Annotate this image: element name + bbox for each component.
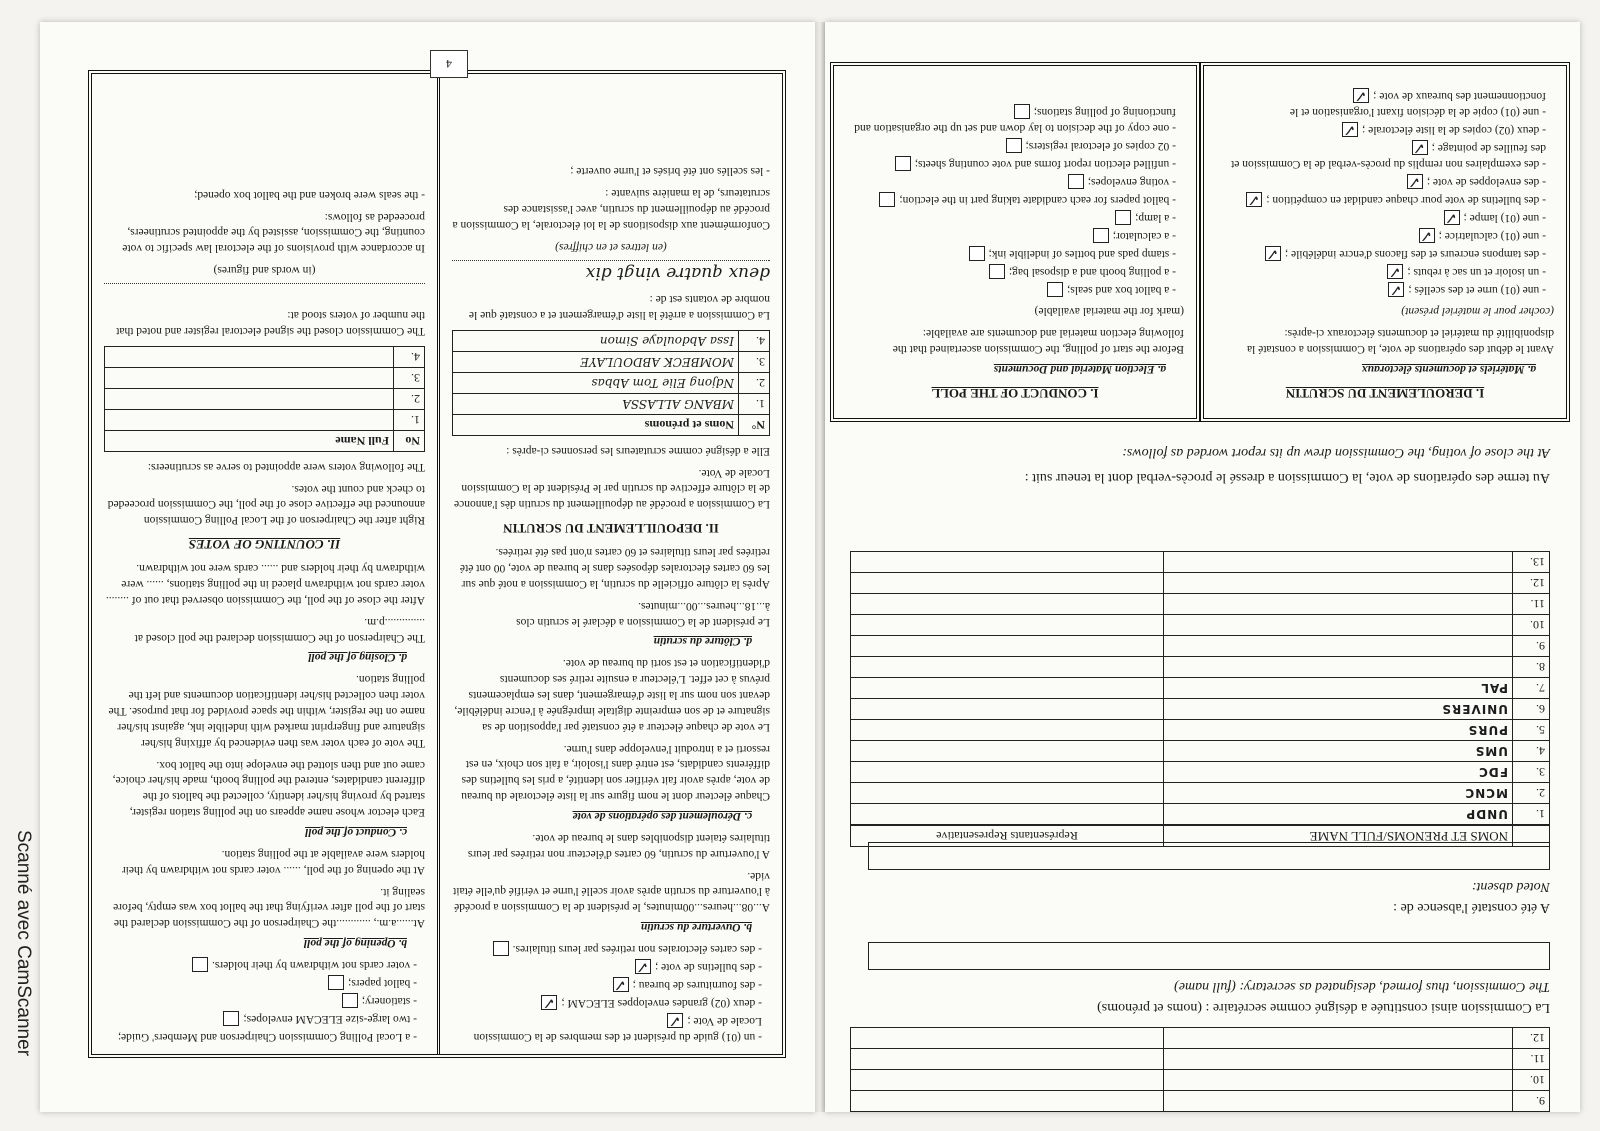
fr-counting-text: La Commission a procédé au dépouillement du scrutin dès l'annonce de la clôture effective du scrutin par le Président de la Commission Locale de Vote. bbox=[453, 466, 770, 511]
representative-row: 4. UMS bbox=[851, 741, 1550, 762]
party-name bbox=[1164, 657, 1513, 678]
checkbox[interactable] bbox=[328, 975, 344, 990]
checkbox[interactable] bbox=[1006, 138, 1022, 153]
fr-opening-text: A...08...heures...00minutes, le président de la Commission a procédé à l'ouverture du scrutin après avoir scellé l'urne et vérifié qu'elle était vide. bbox=[453, 869, 770, 914]
representatives-table: NOMS ET PRENOMS/FULL NAME Représentants Representative 1. UNDP 2. MCNC 3. FDC 4. UMS 5. PURS 6. UNIVERS 7. PAL 8. 9. 10. 11. 12. 13. bbox=[850, 551, 1550, 847]
checkbox[interactable] bbox=[1115, 210, 1131, 225]
party-name bbox=[1164, 636, 1513, 657]
en-closing-text: The Chairperson of the Commission declared the poll closed at ..............p.m. bbox=[134, 615, 425, 644]
en-voter-count-hint: (in words and figures) bbox=[213, 264, 316, 277]
party-name: UNDP bbox=[1164, 804, 1513, 825]
fr-counting-text2: Elle a désigné comme scrutateurs les personnes ci-après : bbox=[506, 444, 770, 457]
en-final-item: - the seals were broken and the ballot box opened; bbox=[194, 188, 425, 201]
en-checklist-box: I. CONDUCT OF THE POLL a. Election Material and Documents Before the start of polling, the Commission ascertained that the following election material and documents are available: (mark for the material available) - a ballot box and seals; - a polling booth and a disposal bag; - stamp pads and bottles of indelible ink; - a calculator; - a lamp; - ballot papers for each candidate taking part in the election; - voting envelopes; - unfilled election report forms and vote counting sheets; - 02 copies of electoral registers; - one copy of the decision to lay down and set up the organisation and functioning of polling stations; bbox=[830, 62, 1200, 422]
checkbox[interactable] bbox=[1093, 228, 1109, 243]
fr-counting-heading: II. DEPOUILLEMENT DU SCRUTIN bbox=[503, 521, 719, 537]
representative-row: 12. bbox=[851, 573, 1550, 594]
checkbox[interactable] bbox=[613, 977, 629, 992]
checkbox[interactable] bbox=[493, 941, 509, 956]
checkbox[interactable] bbox=[1246, 192, 1262, 207]
checkbox[interactable] bbox=[1444, 210, 1460, 225]
english-column bbox=[92, 74, 437, 1054]
checkbox[interactable] bbox=[1342, 122, 1358, 137]
checkbox[interactable] bbox=[667, 1013, 683, 1028]
party-name: PURS bbox=[1164, 720, 1513, 741]
party-name: FDC bbox=[1164, 762, 1513, 783]
checkbox[interactable] bbox=[1387, 264, 1403, 279]
absent-field[interactable] bbox=[868, 842, 1550, 870]
checkbox[interactable] bbox=[1412, 140, 1428, 155]
secretary-field[interactable] bbox=[868, 942, 1550, 970]
scrutineer-name: MOMBECK ABDOULAYE bbox=[453, 351, 739, 372]
en-material-list: - a Local Polling Commission Chairperson and Members' Guide; - two large-size ELECAM envelopes; - stationery; - ballot papers; - voter cards not withdrawn by their holders. bbox=[117, 959, 417, 1043]
fr-closing-heading: d. Clôture du scrutin bbox=[653, 635, 752, 648]
representative-row: 2. MCNC bbox=[851, 783, 1550, 804]
en-conduct-heading: c. Conduct of the poll bbox=[305, 825, 407, 838]
en-counting-text2: The following voters were appointed to serve as scrutineers: bbox=[147, 460, 425, 473]
checkbox[interactable] bbox=[1388, 282, 1404, 297]
representative-row: 13. bbox=[851, 552, 1550, 573]
checkbox[interactable] bbox=[895, 156, 911, 171]
en-scrutineer-table: No Full Name 1. 2. 3. 4. bbox=[104, 346, 425, 452]
en-voter-count-line bbox=[104, 283, 425, 300]
right-page-content bbox=[825, 22, 1580, 1112]
party-name: UNIVERS bbox=[1164, 699, 1513, 720]
fr-closing-text2: Après la clôture officielle du scrutin, la Commission a noté que sur les 60 cartes électorales déposées dans le bureau de vote, 00 ont été retirées par leurs titulaires et 60 cartes n'ont pas été retirées. bbox=[459, 546, 770, 590]
party-name bbox=[1164, 552, 1513, 573]
representative-row: 6. UNIVERS bbox=[851, 699, 1550, 720]
scrutineer-name: MBANG ALLASSA bbox=[453, 393, 739, 414]
members-table-tail: 9. 10. 11. 12. bbox=[850, 1027, 1550, 1112]
checkbox[interactable] bbox=[989, 264, 1005, 279]
fr-scrutineer-table: N° Noms et prénoms 1. MBANG ALLASSA 2. Ndjong Elie Tom Abbas 3. MOMBECK ABDOULAYE 4. Issa Abdoulaye Simon bbox=[452, 330, 770, 436]
absent-section: A été constaté l'absence de : Noted absent: bbox=[850, 842, 1550, 917]
en-conduct-text: Each elector whose name appears on the polling station register, started by proving his/her identity, collected the ballots of the different candidates, entered the polling booth, made his/her choice, came out and then slotted the envelope into the ballot box. bbox=[112, 758, 425, 819]
fr-voter-count-text: La Commission a arrêté la liste d'émargement et a constaté que le nombre de votants est de : bbox=[468, 293, 770, 321]
fr-final-item: - les scellés ont été brisés et l'urne ouverte ; bbox=[570, 165, 770, 178]
party-name: UMS bbox=[1164, 741, 1513, 762]
en-counting-heading: II. COUNTING OF VOTES bbox=[188, 537, 341, 553]
representative-row: 7. PAL bbox=[851, 678, 1550, 699]
checkbox[interactable] bbox=[879, 192, 895, 207]
representative-row: 8. bbox=[851, 657, 1550, 678]
representatives-rows bbox=[850, 551, 1550, 825]
checkbox[interactable] bbox=[342, 993, 358, 1008]
checkbox[interactable] bbox=[223, 1011, 239, 1026]
checkbox[interactable] bbox=[1068, 174, 1084, 189]
en-opening-heading: b. Opening of the poll bbox=[303, 937, 407, 950]
en-opening-text: At......a.m., ............the Chairperson of the Commission declared the start of the poll after verifying that the ballot box was empty, before sealing it. bbox=[113, 885, 425, 930]
checkbox[interactable] bbox=[192, 957, 208, 972]
scrutineer-name: Issa Abdoulaye Simon bbox=[453, 330, 739, 351]
fr-checklist-box: I. DEROULEMENT DU SCRUTIN a. Matériels et documents électoraux Avant le début des opérations de vote, la Commission a constaté la disponibilité du matériel et documents électoraux ci-après: (cocher pour le matériel présent) - une (01) urne et des scellés ;✓ - un isoloir et un sac à rebuts ;✓ - des tampons encreurs et des flacons d'encre indélébile ;✓ - une (01) calculatrice ;✓ - une (01) lampe ;✓ - des bulletins de vote pour chaque candidat en compétition ;✓ - des enveloppes de vote ;✓ - des exemplaires non remplis du procès-verbal de la Commission et des feuilles de pointage ;✓ - deux (02) copies de la liste électorale ;✓ - une (01) copie de la décision fixant l'organisation et le fonctionnement des bureaux de vote ;✓ bbox=[1200, 62, 1570, 422]
right-scan-page bbox=[825, 22, 1580, 1112]
fr-voter-count-hint: (en lettres et en chiffres) bbox=[555, 240, 667, 253]
en-closing-text2: After the close of the poll, the Commission observed that out of ........ voter cards not withdrawn placed in the polling stations, ...... were withdrawn by their holders and ...... cards were not withdrawn. bbox=[105, 562, 425, 606]
closing-statement: Au terme des opérations de vote, la Commission a dressé le procès-verbal dont la teneur suit : At the close of voting, the Commission drew up its report worded as follows: bbox=[1024, 444, 1550, 485]
book-fold bbox=[815, 22, 825, 1112]
fr-material-list: - un (01) guide du président et des membres de la Commission Locale de Vote ;✓ - deux (02) grandes enveloppes ELECAM ;✓ - des fournitures de bureau ;✓ - des bulletins de vote ;✓ - des cartes électorales non retirées par leurs titulaires. bbox=[452, 940, 770, 1044]
checkbox[interactable] bbox=[969, 246, 985, 261]
report-frame bbox=[88, 70, 786, 1058]
camscanner-watermark: Scanné avec CamScanner bbox=[13, 830, 34, 1057]
checkbox[interactable] bbox=[1419, 228, 1435, 243]
party-name bbox=[1164, 573, 1513, 594]
checkbox[interactable] bbox=[1014, 104, 1030, 119]
party-name bbox=[1164, 615, 1513, 636]
fr-conduct-heading: c. Déroulement des opérations de vote bbox=[572, 809, 752, 822]
fr-conduct-text2: Le vote de chaque électeur a été constaté par l'apposition de sa signature et de son empreinte digitale imprégnée à l'encre indélébile, devant son nom sur la liste d'émargement, dans les emplacements prévus à cet effet. L'électeur a ensuite retiré ses documents d'identification et est sorti du bureau de vote. bbox=[454, 657, 770, 733]
secretary-section: La Commission ainsi constituée a désigné comme secrétaire : (noms et prénoms) The Commission, thus formed, designated as secretary: (full name) bbox=[850, 942, 1550, 1017]
fr-opening-text2: A l'ouverture du scrutin, 60 cartes d'électeur non retirées par leurs titulaires étaient disponibles dans le bureau de vote. bbox=[467, 831, 770, 860]
en-counting-text: Right after the Chairperson of the Local Polling Commission announced the effective close of the poll, the Commission proceeded to check and count the votes. bbox=[107, 482, 425, 527]
checkbox[interactable] bbox=[1265, 246, 1281, 261]
party-name: MCNC bbox=[1164, 783, 1513, 804]
fr-conduct-text: Chaque électeur dont le nom figure sur la liste électorale du bureau de vote, après avoir fait vérifier son identité, a pris les bulletins des différents candidats, est entré dans l'isoloir, a fait son choix, en est ressorti et a introduit l'enveloppe dans l'urne. bbox=[461, 742, 770, 803]
representative-row: 9. bbox=[851, 636, 1550, 657]
party-name: PAL bbox=[1164, 678, 1513, 699]
fr-closing-text: Le président de la Commission a déclaré le scrutin clos à...18...heures...00...minutes. bbox=[516, 599, 770, 628]
fr-voter-count-value: deux quatre vingt dix bbox=[452, 260, 770, 284]
page-number-tag: 4 bbox=[430, 50, 468, 78]
checkbox[interactable] bbox=[541, 995, 557, 1010]
en-opening-text2: At the opening of the poll, ...... voter cards not withdrawn by their holders were available at the polling station. bbox=[121, 847, 425, 876]
material-checklist bbox=[830, 62, 1570, 422]
party-name bbox=[1164, 594, 1513, 615]
fr-opening-heading: b. Ouverture du scrutin bbox=[640, 921, 752, 934]
en-conduct-text2: The vote of each voter was then evidenced by affixing his/her signature and fingerprint marked with indelible ink, against his/her name on the register, within the space provided for that purpose. The voter then collected his/her identification documents and left the polling station. bbox=[108, 673, 425, 749]
representative-row: 11. bbox=[851, 594, 1550, 615]
scrutineer-name: Ndjong Elie Tom Abbas bbox=[453, 372, 739, 393]
checkbox[interactable] bbox=[1353, 88, 1369, 103]
checkbox[interactable] bbox=[1047, 282, 1063, 297]
left-scan-page bbox=[40, 22, 815, 1112]
representative-row: 10. bbox=[851, 615, 1550, 636]
checkbox[interactable] bbox=[635, 959, 651, 974]
representative-row: 3. FDC bbox=[851, 762, 1550, 783]
en-closing-heading: d. Closing of the poll bbox=[308, 651, 407, 664]
en-voter-count-text: The Commission closed the signed electoral register and noted that the number of voters stood at: bbox=[116, 309, 425, 337]
representative-row: 1. UNDP bbox=[851, 804, 1550, 825]
french-column bbox=[437, 74, 782, 1054]
fr-final-text: Conformément aux dispositions de la loi électorale, la Commission a procédé au dépouillement du scrutin, avec l'assistance des scrutateurs, de la manière suivante : bbox=[452, 187, 770, 231]
checkbox[interactable] bbox=[1407, 174, 1423, 189]
en-final-text: In accordance with provisions of the electoral law specific to vote counting, the Commission, assisted by the appointed scrutineers, proceeded as follows: bbox=[122, 210, 425, 255]
representative-row: 5. PURS bbox=[851, 720, 1550, 741]
